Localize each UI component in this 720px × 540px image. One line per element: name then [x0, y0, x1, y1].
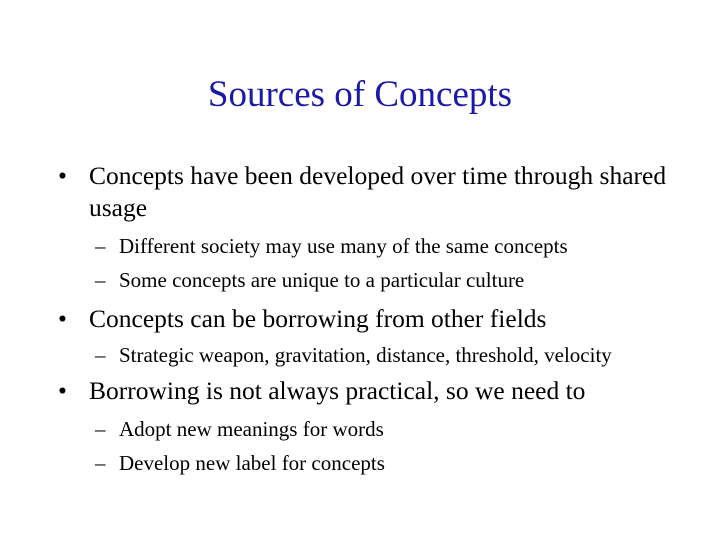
bullet-item: [58, 160, 668, 224]
slide-title: Sources of Concepts: [207, 74, 513, 115]
dash-marker: –: [95, 268, 106, 292]
sub-bullet-item: [58, 451, 668, 475]
sub-bullet-item: [58, 417, 668, 441]
bullet-item: [58, 375, 668, 407]
bullet-marker: •: [58, 161, 67, 190]
sub-bullet-item: [58, 268, 668, 292]
dash-marker: –: [95, 234, 106, 258]
sub-bullet-text: Some concepts are unique to a particular culture: [119, 268, 525, 292]
bullet-list: [58, 160, 668, 475]
sub-bullet-item: [58, 234, 668, 258]
sub-bullet-text: Develop new label for concepts: [119, 451, 385, 475]
sub-bullet-text: Strategic weapon, gravitation, distance, threshold, velocity: [119, 343, 612, 367]
sub-bullet-text: Different society may use many of the same concepts: [119, 234, 568, 258]
dash-marker: –: [95, 417, 106, 441]
bullet-item: [58, 303, 668, 335]
dash-marker: –: [95, 343, 106, 367]
bullet-marker: •: [58, 376, 67, 405]
bullet-marker: •: [58, 304, 67, 333]
dash-marker: –: [95, 451, 106, 475]
bullet-text: Borrowing is not always practical, so we need to: [89, 376, 586, 405]
bullet-text: Concepts can be borrowing from other fields: [89, 304, 547, 333]
sub-bullet-text: Adopt new meanings for words: [119, 417, 384, 441]
sub-bullet-item: [58, 343, 668, 367]
bullet-text: Concepts have been developed over time through shared usage: [89, 161, 667, 222]
